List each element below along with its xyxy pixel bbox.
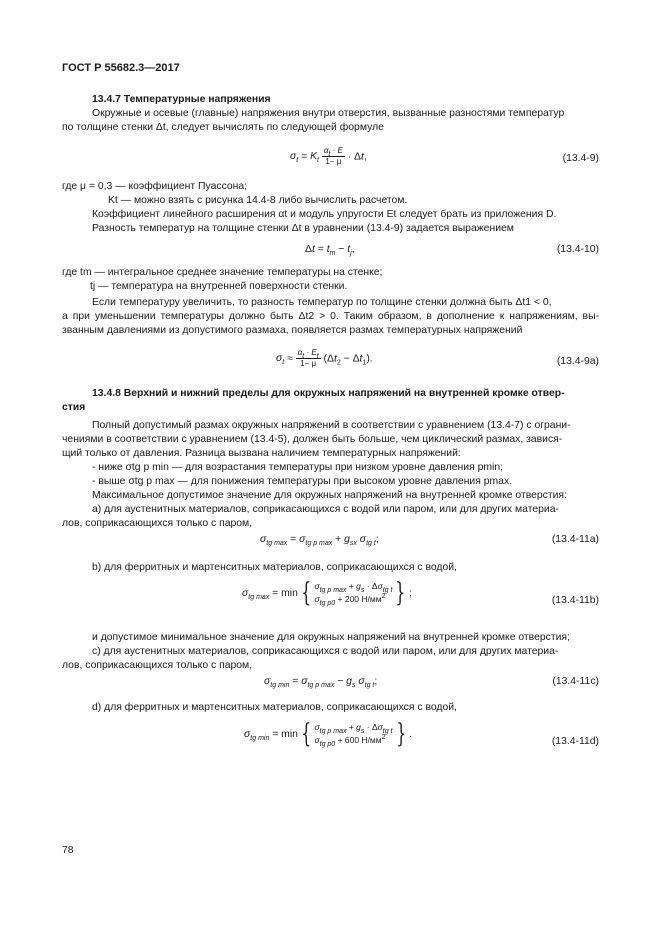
paragraph-line: Максимальное допустимое значение для окружных напряжений на внутренней кромке отверстия: — [92, 490, 567, 501]
formula-13-4-11d: $\sigma_{tg min} = \min$ { $\sigma_{tg p max} + g_s \cdot \Delta\sigma_{tg t}$ $\sigma_{tg p0} + 600$ $Н/мм^2$ } . — [244, 719, 412, 749]
where-line: где tm — интегральное среднее значение температуры на стенке; — [62, 267, 383, 278]
formula-13-4-9a: $\sigma_t$ ≈ $\frac{\alpha_t \cdot E_t}{1- \mu}$ $(\Delta t_2 - \Delta t_1)$. — [276, 348, 373, 368]
paragraph-line: лов, соприкасающихся только с паром, — [62, 518, 253, 529]
document-header: ГОСТ Р 55682.3—2017 — [62, 62, 180, 74]
formula-13-4-11a: $\sigma_{tg max} = \sigma_{tg p max} + g_{sx}$ $\sigma_{tg t}$; — [260, 534, 379, 547]
paragraph-line: по толщине стенки Δt, следует вычислять по следующей формуле — [62, 122, 384, 133]
paragraph-line: b) для ферритных и мартенситных материалов, соприкасающихся с водой, — [92, 562, 457, 573]
equation-number: (13.4-11a) — [551, 534, 599, 545]
section-heading-13-4-8: 13.4.8 Верхний и нижний пределы для окружных напряжений на внутренней кромке отвер- — [92, 388, 565, 399]
paragraph-line: a) для аустенитных материалов, соприкасающихся с водой или паром, или для других материа- — [92, 504, 559, 515]
paragraph-line: Полный допустимый размах окружных напряжений в соответствии с уравнением (13.4-7) с ограни- — [92, 420, 571, 431]
section-heading-13-4-8-cont: стия — [62, 402, 86, 413]
paragraph-line: Разность температур на толщине стенки Δt в уравнении (13.4-9) задается выражением — [92, 223, 514, 234]
paragraph-line: Окружные и осевые (главные) напряжения внутри отверстия, вызванные разностями температур — [92, 108, 565, 119]
paragraph-line: чениями в соответствии с уравнением (13.4-5), должен быть больше, чем циклический размах, завися- — [62, 434, 563, 445]
list-item: - ниже σtg p min — для возрастания температуры при низком уровне давления pmin; — [92, 462, 503, 473]
paragraph-line: Коэффициент линейного расширения αt и модуль упругости Et следует брать из приложения D. — [92, 209, 557, 220]
where-line: Kt — можно взять с рисунка 14.4-8 либо вычислить расчетом. — [108, 195, 408, 206]
paragraph-line: и допустимое минимальное значение для окружных напряжений на внутренней кромке отверстия; — [92, 632, 570, 643]
where-line: tj — температура на внутренней поверхности стенки. — [90, 281, 348, 292]
formula-13-4-11c: $\sigma_{tg min} = \sigma_{tg p max} - g_s$ $\sigma_{tg t}$; — [264, 676, 378, 689]
equation-number: (13.4-10) — [556, 244, 599, 255]
page-number: 78 — [62, 845, 74, 856]
equation-number: (13.4-11c) — [552, 676, 599, 687]
section-heading-13-4-7: 13.4.7 Температурные напряжения — [92, 94, 271, 105]
formula-13-4-10: $\Delta t = t_m - t_j$, — [305, 244, 355, 257]
list-item: - выше σtg p max — для понижения температуры при высоком уровне давления pmax. — [92, 476, 513, 487]
equation-number: (13.4-9) — [562, 153, 599, 164]
paragraph-line: щий только от давления. Разница вызвана наличием температурных напряжений: — [62, 448, 461, 459]
paragraph-line: а при уменьшении температуры должно быть Δt2 > 0. Таким образом, в дополнение к напряжениям, вы- — [62, 311, 599, 322]
paragraph-line: званным давлениями из допустимого размаха, появляется размах температурных напряжений — [62, 325, 523, 336]
equation-number: (13.4-9a) — [556, 356, 599, 367]
formula-13-4-11b: $\sigma_{tg max} = \min$ { $\sigma_{tg p max} + g_s \cdot \Delta\sigma_{tg t}$ $\sigma_{tg p0} + 200$ $Н/мм^2$ } ; — [242, 578, 412, 608]
paragraph-line: Если температуру увеличить, то разность температур по толщине стенки должна быть Δt1 < 0, — [92, 297, 552, 308]
where-line: где μ = 0,3 — коэффициент Пуассона; — [62, 181, 248, 192]
paragraph-line: c) для аустенитных материалов, соприкасающихся с водой или паром, или для других материа- — [92, 646, 559, 657]
formula-13-4-9: $\sigma_t = K_t$ $\frac{\alpha_t \cdot E}{1- \mu}$ · Δt, — [290, 146, 367, 166]
paragraph-line: d) для ферритных и мартенситных материалов, соприкасающихся с водой, — [92, 702, 457, 713]
equation-number: (13.4-11b) — [551, 595, 599, 606]
equation-number: (13.4-11d) — [551, 736, 599, 747]
paragraph-line: лов, соприкасающихся только с паром, — [62, 660, 253, 671]
